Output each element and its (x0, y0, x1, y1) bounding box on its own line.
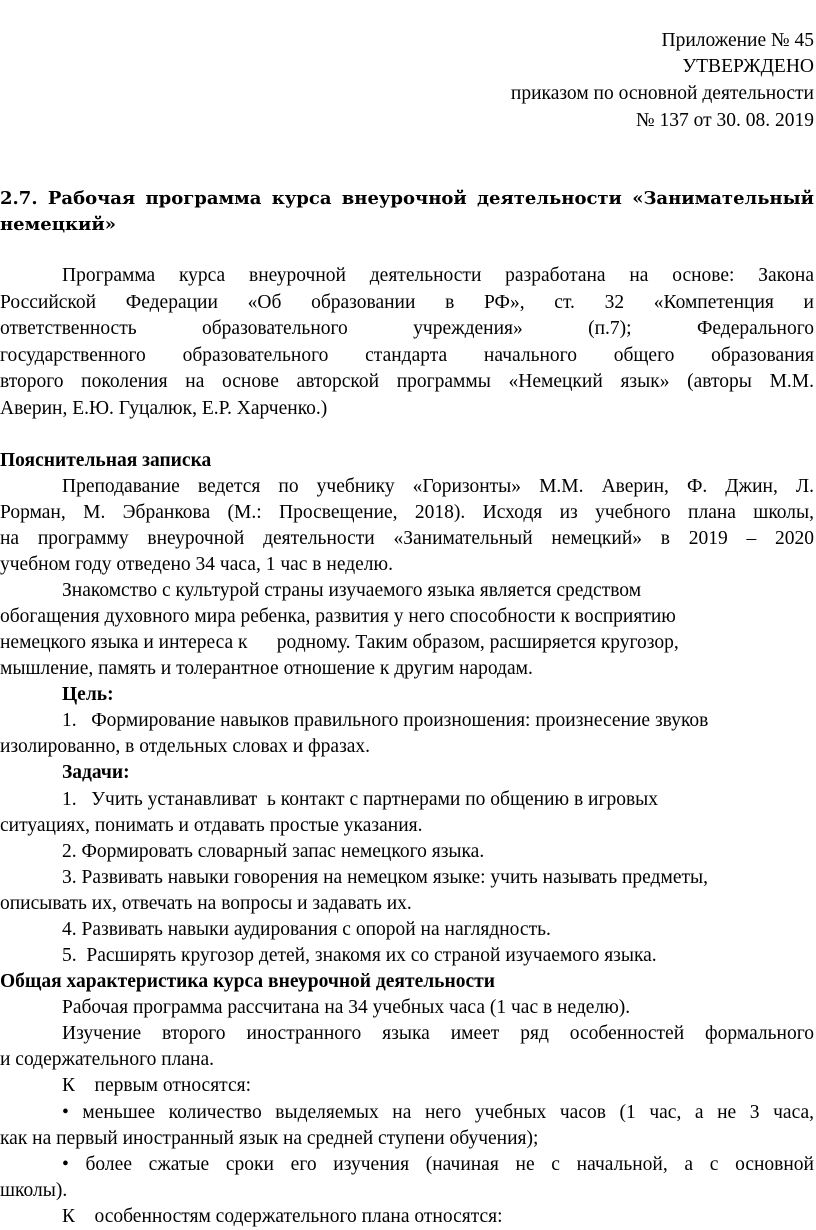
general-line-2: Изучение второго иностранного языка имеет ряд особенностей формального (62, 1023, 814, 1044)
tasks-heading: Задачи: (62, 762, 130, 783)
approved-label: УТВЕРЖДЕНО (682, 56, 814, 77)
section-title-line-2: немецкий» (0, 214, 116, 235)
explanatory-p1-line-4: учебном году отведено 34 часа, 1 час в неделю. (0, 554, 393, 575)
section-title-line-1: 2.7. Рабочая программа курса внеурочной деятельности «Занимательный (0, 188, 814, 209)
general-line-5: К особенностям содержательного плана относятся: (62, 1206, 503, 1227)
general-line-4: К первым относятся: (62, 1075, 251, 1096)
general-line-3: и содержательного плана. (0, 1049, 215, 1070)
explanatory-p1-line-3: на программу внеурочной деятельности «Занимательный немецкий» в 2019 – 2020 (0, 528, 814, 549)
order-label: приказом по основной деятельности (510, 83, 814, 104)
explanatory-p2-line-3: немецкого языка и интереса к родному. Таким образом, расширяется кругозор, (0, 632, 679, 653)
order-number: № 137 от 30. 08. 2019 (636, 110, 814, 131)
explanatory-heading: Пояснительная записка (0, 450, 212, 471)
bullet-1-line-2: как на первый иностранный язык на средней ступени обучения); (0, 1128, 539, 1149)
bullet-2-line-1: • более сжатые сроки его изучения (начиная не с начальной, а с основной (62, 1154, 814, 1175)
task-1-line-1: 1. Учить устанавливат ь контакт с партнерами по общению в игровых (62, 789, 659, 810)
bullet-1-line-1: • меньшее количество выделяемых на него учебных часов (1 час, а не 3 часа, (62, 1102, 814, 1123)
task-1-line-2: ситуациях, понимать и отдавать простые указания. (0, 815, 423, 836)
appendix-number: Приложение № 45 (661, 30, 814, 51)
explanatory-p2-line-1: Знакомство с культурой страны изучаемого языка является средством (62, 580, 642, 601)
task-3-line-2: описывать их, отвечать на вопросы и задавать их. (0, 893, 412, 914)
goal-heading: Цель: (62, 684, 114, 705)
explanatory-p1-line-1: Преподавание ведется по учебнику «Горизонты» М.М. Аверин, Ф. Джин, Л. (62, 476, 814, 497)
intro-line-3: ответственность образовательного учреждения» (п.7); Федерального (0, 318, 814, 339)
task-5: 5. Расширять кругозор детей, знакомя их со страной изучаемого языка. (62, 945, 657, 966)
intro-line-1: Программа курса внеурочной деятельности разработана на основе: Закона (62, 265, 814, 286)
general-line-1: Рабочая программа рассчитана на 34 учебных часа (1 час в неделю). (62, 997, 631, 1018)
explanatory-p2-line-2: обогащения духовного мира ребенка, развития у него способности к восприятию (0, 606, 676, 627)
task-3-line-1: 3. Развивать навыки говорения на немецком языке: учить называть предметы, (62, 867, 708, 888)
bullet-2-line-2: школы). (0, 1180, 68, 1201)
explanatory-p1-line-2: Рорман, М. Эбранкова (М.: Просвещение, 2018). Исходя из учебного плана школы, (0, 502, 814, 523)
task-4: 4. Развивать навыки аудирования с опорой на наглядность. (62, 919, 551, 940)
intro-line-4: государственного образовательного стандарта начального общего образования (0, 345, 814, 366)
task-2: 2. Формировать словарный запас немецкого языка. (62, 841, 485, 862)
goal-item-1-line-2: изолированно, в отдельных словах и фразах. (0, 736, 371, 757)
goal-item-1-line-1: 1. Формирование навыков правильного произношения: произнесение звуков (62, 710, 709, 731)
intro-line-5: второго поколения на основе авторской программы «Немецкий язык» (авторы М.М. (0, 371, 814, 392)
explanatory-p2-line-4: мышление, память и толерантное отношение к другим народам. (0, 658, 533, 679)
intro-line-6: Аверин, Е.Ю. Гуцалюк, Е.Р. Харченко.) (0, 398, 328, 419)
general-heading: Общая характеристика курса внеурочной деятельности (0, 971, 495, 992)
intro-line-2: Российской Федерации «Об образовании в РФ», ст. 32 «Компетенция и (0, 292, 814, 313)
